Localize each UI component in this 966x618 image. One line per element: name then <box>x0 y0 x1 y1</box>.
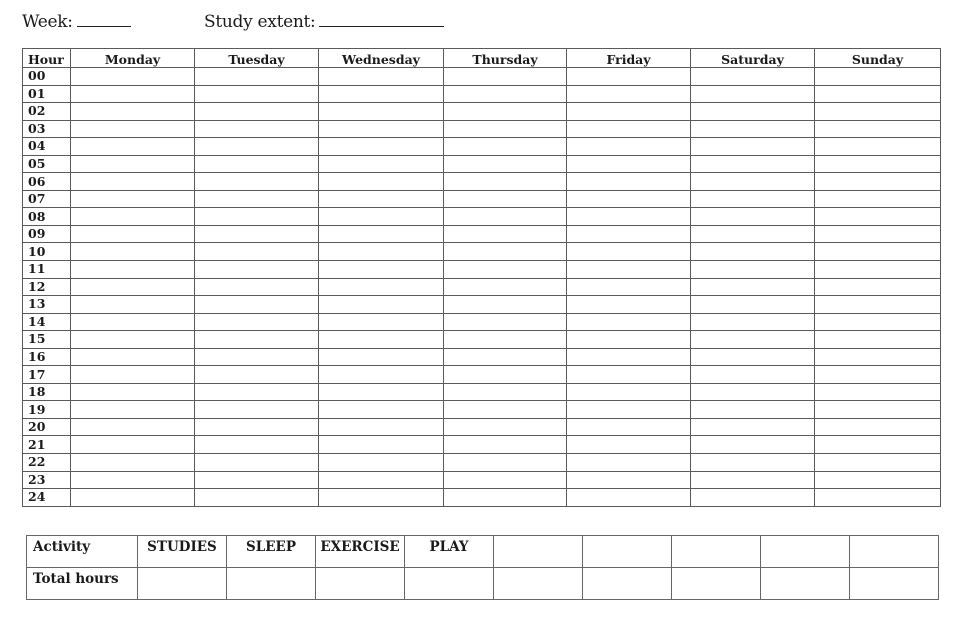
schedule-cell-thursday[interactable] <box>444 331 567 349</box>
activity-play: PLAY <box>405 536 494 568</box>
schedule-cell-friday[interactable] <box>567 243 691 261</box>
hour-label: 18 <box>23 383 71 401</box>
schedule-cell-sunday[interactable] <box>815 313 941 331</box>
schedule-cell-sunday[interactable] <box>815 489 941 507</box>
study-extent-blank-input[interactable] <box>319 12 444 27</box>
activity-row-label: Activity <box>27 536 138 568</box>
total-hours-row-label: Total hours <box>27 568 138 600</box>
schedule-cell-saturday[interactable] <box>691 418 815 436</box>
activity-row <box>27 536 939 568</box>
schedule-cell-sunday[interactable] <box>815 208 941 226</box>
schedule-cell-wednesday[interactable] <box>319 331 444 349</box>
schedule-cell-tuesday[interactable] <box>195 208 319 226</box>
schedule-cell-sunday[interactable] <box>815 471 941 489</box>
week-blank-input[interactable] <box>77 12 131 27</box>
schedule-cell-thursday[interactable] <box>444 383 567 401</box>
hour-label: 14 <box>23 313 71 331</box>
schedule-cell-wednesday[interactable] <box>319 208 444 226</box>
hour-row <box>23 138 941 156</box>
schedule-cell-sunday[interactable] <box>815 190 941 208</box>
schedule-cell-sunday[interactable] <box>815 348 941 366</box>
hour-column-header: Hour <box>23 49 71 68</box>
schedule-cell-tuesday[interactable] <box>195 103 319 121</box>
schedule-cell-wednesday[interactable] <box>319 173 444 191</box>
hour-row <box>23 278 941 296</box>
day-header-monday: Monday <box>71 49 195 68</box>
schedule-cell-saturday[interactable] <box>691 85 815 103</box>
schedule-cell-saturday[interactable] <box>691 348 815 366</box>
schedule-cell-saturday[interactable] <box>691 243 815 261</box>
schedule-cell-wednesday[interactable] <box>319 418 444 436</box>
hour-row <box>23 401 941 419</box>
schedule-cell-wednesday[interactable] <box>319 436 444 454</box>
hour-label: 16 <box>23 348 71 366</box>
schedule-cell-saturday[interactable] <box>691 173 815 191</box>
schedule-cell-thursday[interactable] <box>444 190 567 208</box>
schedule-header-row <box>23 49 941 68</box>
schedule-cell-sunday[interactable] <box>815 155 941 173</box>
schedule-cell-sunday[interactable] <box>815 68 941 86</box>
hour-label: 13 <box>23 296 71 314</box>
hour-label: 04 <box>23 138 71 156</box>
total-hours-cell[interactable] <box>761 568 850 600</box>
weekly-schedule-table <box>22 48 941 507</box>
hour-label: 09 <box>23 225 71 243</box>
activity-exercise: EXERCISE <box>316 536 405 568</box>
total-hours-cell[interactable] <box>138 568 227 600</box>
schedule-cell-friday[interactable] <box>567 261 691 279</box>
schedule-cell-monday[interactable] <box>71 138 195 156</box>
schedule-cell-monday[interactable] <box>71 366 195 384</box>
schedule-cell-wednesday[interactable] <box>319 454 444 472</box>
schedule-cell-wednesday[interactable] <box>319 85 444 103</box>
schedule-cell-thursday[interactable] <box>444 489 567 507</box>
day-header-wednesday: Wednesday <box>319 49 444 68</box>
schedule-cell-tuesday[interactable] <box>195 418 319 436</box>
hour-label: 01 <box>23 85 71 103</box>
schedule-cell-friday[interactable] <box>567 383 691 401</box>
hour-row <box>23 348 941 366</box>
schedule-cell-sunday[interactable] <box>815 436 941 454</box>
total-hours-cell[interactable] <box>494 568 583 600</box>
schedule-cell-sunday[interactable] <box>815 120 941 138</box>
schedule-cell-monday[interactable] <box>71 313 195 331</box>
schedule-cell-tuesday[interactable] <box>195 489 319 507</box>
hour-row <box>23 190 941 208</box>
schedule-cell-friday[interactable] <box>567 155 691 173</box>
schedule-cell-saturday[interactable] <box>691 120 815 138</box>
schedule-cell-saturday[interactable] <box>691 331 815 349</box>
schedule-cell-saturday[interactable] <box>691 103 815 121</box>
hour-row <box>23 383 941 401</box>
schedule-cell-wednesday[interactable] <box>319 261 444 279</box>
total-hours-cell[interactable] <box>316 568 405 600</box>
schedule-cell-tuesday[interactable] <box>195 331 319 349</box>
hour-label: 17 <box>23 366 71 384</box>
activity-sleep: SLEEP <box>227 536 316 568</box>
schedule-cell-monday[interactable] <box>71 383 195 401</box>
schedule-cell-wednesday[interactable] <box>319 348 444 366</box>
schedule-cell-monday[interactable] <box>71 418 195 436</box>
schedule-cell-thursday[interactable] <box>444 225 567 243</box>
day-header-thursday: Thursday <box>444 49 567 68</box>
schedule-cell-friday[interactable] <box>567 208 691 226</box>
hour-row <box>23 261 941 279</box>
schedule-cell-friday[interactable] <box>567 225 691 243</box>
schedule-cell-monday[interactable] <box>71 296 195 314</box>
schedule-cell-friday[interactable] <box>567 454 691 472</box>
schedule-cell-sunday[interactable] <box>815 418 941 436</box>
schedule-cell-tuesday[interactable] <box>195 471 319 489</box>
schedule-cell-tuesday[interactable] <box>195 366 319 384</box>
schedule-cell-wednesday[interactable] <box>319 489 444 507</box>
schedule-cell-tuesday[interactable] <box>195 278 319 296</box>
hour-row <box>23 173 941 191</box>
hour-label: 00 <box>23 68 71 86</box>
schedule-cell-wednesday[interactable] <box>319 383 444 401</box>
schedule-cell-saturday[interactable] <box>691 489 815 507</box>
activity-blank-cell[interactable] <box>494 536 583 568</box>
schedule-cell-tuesday[interactable] <box>195 190 319 208</box>
day-header-sunday: Sunday <box>815 49 941 68</box>
day-header-friday: Friday <box>567 49 691 68</box>
schedule-cell-friday[interactable] <box>567 278 691 296</box>
schedule-cell-wednesday[interactable] <box>319 366 444 384</box>
schedule-cell-friday[interactable] <box>567 401 691 419</box>
hour-row <box>23 418 941 436</box>
hour-row <box>23 313 941 331</box>
total-hours-cell[interactable] <box>405 568 494 600</box>
schedule-cell-thursday[interactable] <box>444 436 567 454</box>
schedule-cell-saturday[interactable] <box>691 401 815 419</box>
schedule-cell-thursday[interactable] <box>444 278 567 296</box>
hour-row <box>23 436 941 454</box>
schedule-cell-saturday[interactable] <box>691 296 815 314</box>
schedule-cell-sunday[interactable] <box>815 383 941 401</box>
schedule-cell-thursday[interactable] <box>444 313 567 331</box>
hour-label: 10 <box>23 243 71 261</box>
total-hours-cell[interactable] <box>850 568 939 600</box>
schedule-cell-thursday[interactable] <box>444 173 567 191</box>
activity-blank-cell[interactable] <box>761 536 850 568</box>
schedule-cell-thursday[interactable] <box>444 401 567 419</box>
hour-label: 15 <box>23 331 71 349</box>
hour-row <box>23 208 941 226</box>
schedule-cell-friday[interactable] <box>567 418 691 436</box>
schedule-cell-sunday[interactable] <box>815 401 941 419</box>
schedule-cell-friday[interactable] <box>567 436 691 454</box>
schedule-cell-thursday[interactable] <box>444 155 567 173</box>
schedule-cell-thursday[interactable] <box>444 454 567 472</box>
hour-label: 05 <box>23 155 71 173</box>
schedule-cell-sunday[interactable] <box>815 261 941 279</box>
activity-blank-cell[interactable] <box>850 536 939 568</box>
day-header-saturday: Saturday <box>691 49 815 68</box>
schedule-cell-monday[interactable] <box>71 85 195 103</box>
activity-blank-cell[interactable] <box>672 536 761 568</box>
schedule-cell-monday[interactable] <box>71 190 195 208</box>
schedule-cell-friday[interactable] <box>567 190 691 208</box>
schedule-cell-sunday[interactable] <box>815 278 941 296</box>
schedule-cell-sunday[interactable] <box>815 103 941 121</box>
schedule-cell-sunday[interactable] <box>815 173 941 191</box>
hour-row <box>23 85 941 103</box>
schedule-cell-friday[interactable] <box>567 471 691 489</box>
schedule-cell-tuesday[interactable] <box>195 138 319 156</box>
hour-label: 22 <box>23 454 71 472</box>
hour-label: 08 <box>23 208 71 226</box>
schedule-cell-monday[interactable] <box>71 278 195 296</box>
hour-row <box>23 296 941 314</box>
schedule-cell-wednesday[interactable] <box>319 103 444 121</box>
schedule-cell-friday[interactable] <box>567 138 691 156</box>
schedule-cell-tuesday[interactable] <box>195 85 319 103</box>
hour-label: 07 <box>23 190 71 208</box>
activity-blank-cell[interactable] <box>583 536 672 568</box>
schedule-cell-saturday[interactable] <box>691 383 815 401</box>
schedule-cell-friday[interactable] <box>567 85 691 103</box>
schedule-cell-friday[interactable] <box>567 313 691 331</box>
schedule-cell-thursday[interactable] <box>444 120 567 138</box>
schedule-cell-sunday[interactable] <box>815 454 941 472</box>
schedule-cell-monday[interactable] <box>71 331 195 349</box>
hour-label: 24 <box>23 489 71 507</box>
hour-label: 12 <box>23 278 71 296</box>
schedule-cell-tuesday[interactable] <box>195 436 319 454</box>
schedule-cell-saturday[interactable] <box>691 471 815 489</box>
hour-label: 23 <box>23 471 71 489</box>
schedule-cell-tuesday[interactable] <box>195 296 319 314</box>
schedule-cell-saturday[interactable] <box>691 208 815 226</box>
day-header-tuesday: Tuesday <box>195 49 319 68</box>
schedule-cell-monday[interactable] <box>71 454 195 472</box>
schedule-cell-wednesday[interactable] <box>319 296 444 314</box>
total-hours-row <box>27 568 939 600</box>
schedule-cell-wednesday[interactable] <box>319 313 444 331</box>
schedule-cell-monday[interactable] <box>71 471 195 489</box>
schedule-cell-friday[interactable] <box>567 489 691 507</box>
schedule-cell-monday[interactable] <box>71 208 195 226</box>
schedule-cell-friday[interactable] <box>567 348 691 366</box>
schedule-cell-sunday[interactable] <box>815 366 941 384</box>
schedule-cell-monday[interactable] <box>71 173 195 191</box>
schedule-cell-tuesday[interactable] <box>195 348 319 366</box>
schedule-cell-monday[interactable] <box>71 155 195 173</box>
schedule-cell-tuesday[interactable] <box>195 225 319 243</box>
hour-row <box>23 331 941 349</box>
schedule-cell-tuesday[interactable] <box>195 155 319 173</box>
schedule-cell-monday[interactable] <box>71 225 195 243</box>
schedule-cell-thursday[interactable] <box>444 103 567 121</box>
schedule-cell-sunday[interactable] <box>815 225 941 243</box>
hour-label: 03 <box>23 120 71 138</box>
schedule-cell-tuesday[interactable] <box>195 261 319 279</box>
hour-row <box>23 366 941 384</box>
schedule-cell-friday[interactable] <box>567 296 691 314</box>
hour-label: 06 <box>23 173 71 191</box>
schedule-cell-wednesday[interactable] <box>319 68 444 86</box>
schedule-cell-wednesday[interactable] <box>319 471 444 489</box>
schedule-cell-monday[interactable] <box>71 436 195 454</box>
hour-row <box>23 225 941 243</box>
schedule-cell-tuesday[interactable] <box>195 401 319 419</box>
schedule-cell-wednesday[interactable] <box>319 243 444 261</box>
hour-row <box>23 68 941 86</box>
hour-row <box>23 243 941 261</box>
schedule-cell-monday[interactable] <box>71 348 195 366</box>
schedule-cell-wednesday[interactable] <box>319 155 444 173</box>
schedule-cell-wednesday[interactable] <box>319 225 444 243</box>
schedule-cell-wednesday[interactable] <box>319 190 444 208</box>
week-label: Week: <box>22 12 73 32</box>
schedule-cell-sunday[interactable] <box>815 331 941 349</box>
schedule-cell-tuesday[interactable] <box>195 173 319 191</box>
schedule-cell-friday[interactable] <box>567 68 691 86</box>
schedule-cell-monday[interactable] <box>71 68 195 86</box>
schedule-cell-thursday[interactable] <box>444 68 567 86</box>
schedule-cell-sunday[interactable] <box>815 296 941 314</box>
schedule-cell-saturday[interactable] <box>691 366 815 384</box>
schedule-cell-thursday[interactable] <box>444 85 567 103</box>
schedule-cell-tuesday[interactable] <box>195 313 319 331</box>
study-extent-field <box>204 12 444 32</box>
schedule-cell-thursday[interactable] <box>444 208 567 226</box>
hour-label: 11 <box>23 261 71 279</box>
week-field <box>22 12 131 32</box>
schedule-cell-saturday[interactable] <box>691 454 815 472</box>
schedule-cell-thursday[interactable] <box>444 138 567 156</box>
schedule-cell-monday[interactable] <box>71 120 195 138</box>
schedule-cell-thursday[interactable] <box>444 348 567 366</box>
schedule-cell-thursday[interactable] <box>444 366 567 384</box>
activity-totals-table <box>26 535 939 600</box>
hour-row <box>23 103 941 121</box>
schedule-cell-saturday[interactable] <box>691 68 815 86</box>
schedule-cell-thursday[interactable] <box>444 261 567 279</box>
schedule-cell-saturday[interactable] <box>691 225 815 243</box>
activity-studies: STUDIES <box>138 536 227 568</box>
study-extent-label: Study extent: <box>204 12 316 32</box>
hour-label: 19 <box>23 401 71 419</box>
hour-label: 20 <box>23 418 71 436</box>
hour-row <box>23 155 941 173</box>
schedule-cell-monday[interactable] <box>71 489 195 507</box>
total-hours-cell[interactable] <box>227 568 316 600</box>
schedule-cell-sunday[interactable] <box>815 85 941 103</box>
schedule-cell-friday[interactable] <box>567 331 691 349</box>
schedule-cell-wednesday[interactable] <box>319 138 444 156</box>
schedule-cell-monday[interactable] <box>71 401 195 419</box>
schedule-cell-saturday[interactable] <box>691 436 815 454</box>
schedule-cell-tuesday[interactable] <box>195 454 319 472</box>
total-hours-cell[interactable] <box>583 568 672 600</box>
schedule-cell-saturday[interactable] <box>691 190 815 208</box>
schedule-cell-friday[interactable] <box>567 173 691 191</box>
schedule-cell-sunday[interactable] <box>815 243 941 261</box>
schedule-cell-saturday[interactable] <box>691 313 815 331</box>
schedule-cell-saturday[interactable] <box>691 261 815 279</box>
schedule-cell-thursday[interactable] <box>444 243 567 261</box>
schedule-cell-monday[interactable] <box>71 261 195 279</box>
schedule-cell-wednesday[interactable] <box>319 278 444 296</box>
schedule-cell-friday[interactable] <box>567 366 691 384</box>
hour-label: 21 <box>23 436 71 454</box>
schedule-cell-monday[interactable] <box>71 103 195 121</box>
hour-row <box>23 489 941 507</box>
schedule-cell-wednesday[interactable] <box>319 120 444 138</box>
schedule-cell-saturday[interactable] <box>691 278 815 296</box>
hour-row <box>23 120 941 138</box>
schedule-cell-tuesday[interactable] <box>195 243 319 261</box>
total-hours-cell[interactable] <box>672 568 761 600</box>
schedule-cell-sunday[interactable] <box>815 138 941 156</box>
hour-row <box>23 471 941 489</box>
hour-row <box>23 454 941 472</box>
schedule-cell-friday[interactable] <box>567 103 691 121</box>
schedule-cell-tuesday[interactable] <box>195 383 319 401</box>
schedule-cell-tuesday[interactable] <box>195 120 319 138</box>
schedule-cell-thursday[interactable] <box>444 471 567 489</box>
schedule-cell-saturday[interactable] <box>691 138 815 156</box>
schedule-cell-thursday[interactable] <box>444 296 567 314</box>
schedule-cell-thursday[interactable] <box>444 418 567 436</box>
schedule-cell-monday[interactable] <box>71 243 195 261</box>
schedule-cell-saturday[interactable] <box>691 155 815 173</box>
schedule-cell-tuesday[interactable] <box>195 68 319 86</box>
hour-label: 02 <box>23 103 71 121</box>
schedule-cell-wednesday[interactable] <box>319 401 444 419</box>
schedule-cell-friday[interactable] <box>567 120 691 138</box>
